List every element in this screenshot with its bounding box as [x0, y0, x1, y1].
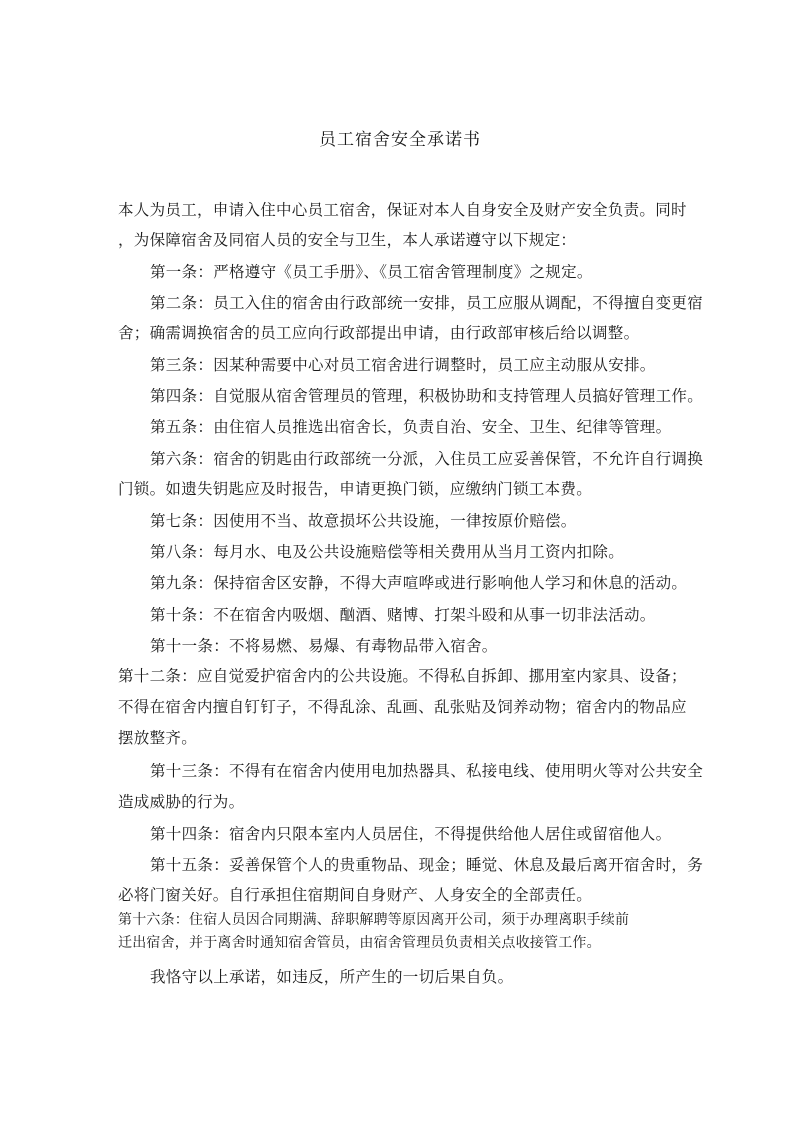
text-line: 第八条：每月水、电及公共设施赔偿等相关费用从当月工资内扣除。	[150, 543, 625, 561]
text-line: 第四条：自觉服从宿舍管理员的管理，积极协助和支持管理人员搞好管理工作。	[150, 387, 704, 405]
text-line: 第三条：因某种需要中心对员工宿舍进行调整时，员工应主动服从安排。	[150, 356, 656, 374]
text-line: 门锁。如遗失钥匙应及时报告，申请更换门锁，应缴纳门锁工本费。	[118, 480, 593, 498]
document-title: 员工宿舍安全承诺书	[319, 130, 481, 150]
text-line: 第十一条：不将易燃、易爆、有毒物品带入宿舍。	[150, 637, 498, 655]
text-line: 本人为员工，申请入住中心员工宿舍，保证对本人自身安全及财产安全负责。同时	[118, 201, 687, 219]
text-line: 摆放整齐。	[118, 729, 198, 747]
text-line: 第二条：员工入住的宿舍由行政部统一安排，员工应服从调配，不得擅自变更宿	[150, 294, 704, 312]
text-line: 第一条：严格遵守《员工手册》、《员工宿舍管理制度》之规定。	[150, 263, 593, 281]
text-line: 第十条：不在宿舍内吸烟、酗酒、赌博、打架斗殴和从事一切非法活动。	[150, 606, 656, 624]
text-line: 第十五条：妥善保管个人的贵重物品、现金；睡觉、休息及最后离开宿舍时，务	[150, 856, 704, 874]
text-line: 必将门窗关好。自行承担住宿期间自身财产、人身安全的全部责任。	[118, 886, 593, 904]
text-line: 第七条：因使用不当、故意损坏公共设施，一律按原价赔偿。	[150, 512, 577, 530]
text-line: 迁出宿舍，并于离舍时通知宿舍管员，由宿舍管理员负责相关点收接管工作。	[118, 935, 601, 951]
text-line: ，为保障宿舍及同宿人员的安全与卫生，本人承诺遵守以下规定：	[118, 231, 577, 249]
text-line: 第十二条：应自觉爱护宿舍内的公共设施。不得私自拆卸、挪用室内家具、设备；	[118, 667, 687, 685]
text-line: 第五条：由住宿人员推选出宿舍长，负责自治、安全、卫生、纪律等管理。	[150, 418, 672, 436]
text-line: 不得在宿舍内擅自钉钉子，不得乱涂、乱画、乱张贴及饲养动物；宿舍内的物品应	[118, 698, 687, 716]
text-line: 第九条：保持宿舍区安静，不得大声喧哗或进行影响他人学习和休息的活动。	[150, 574, 688, 592]
text-line: 造成威胁的行为。	[118, 793, 245, 811]
text-line: 舍；确需调换宿舍的员工应向行政部提出申请，由行政部审核后给以调整。	[118, 324, 640, 342]
text-line: 第六条：宿舍的钥匙由行政部统一分派，入住员工应妥善保管，不允许自行调换	[150, 450, 704, 468]
text-line: 第十三条：不得有在宿舍内使用电加热器具、私接电线、使用明火等对公共安全	[150, 762, 704, 780]
text-line: 第十四条：宿舍内只限本室内人员居住，不得提供给他人居住或留宿他人。	[150, 825, 672, 843]
text-line: 第十六条：住宿人员因合同期满、辞职解聘等原因离开公司，须于办理离职手续前	[118, 912, 630, 928]
text-line: 我恪守以上承诺，如违反，所产生的一切后果自负。	[150, 968, 514, 986]
